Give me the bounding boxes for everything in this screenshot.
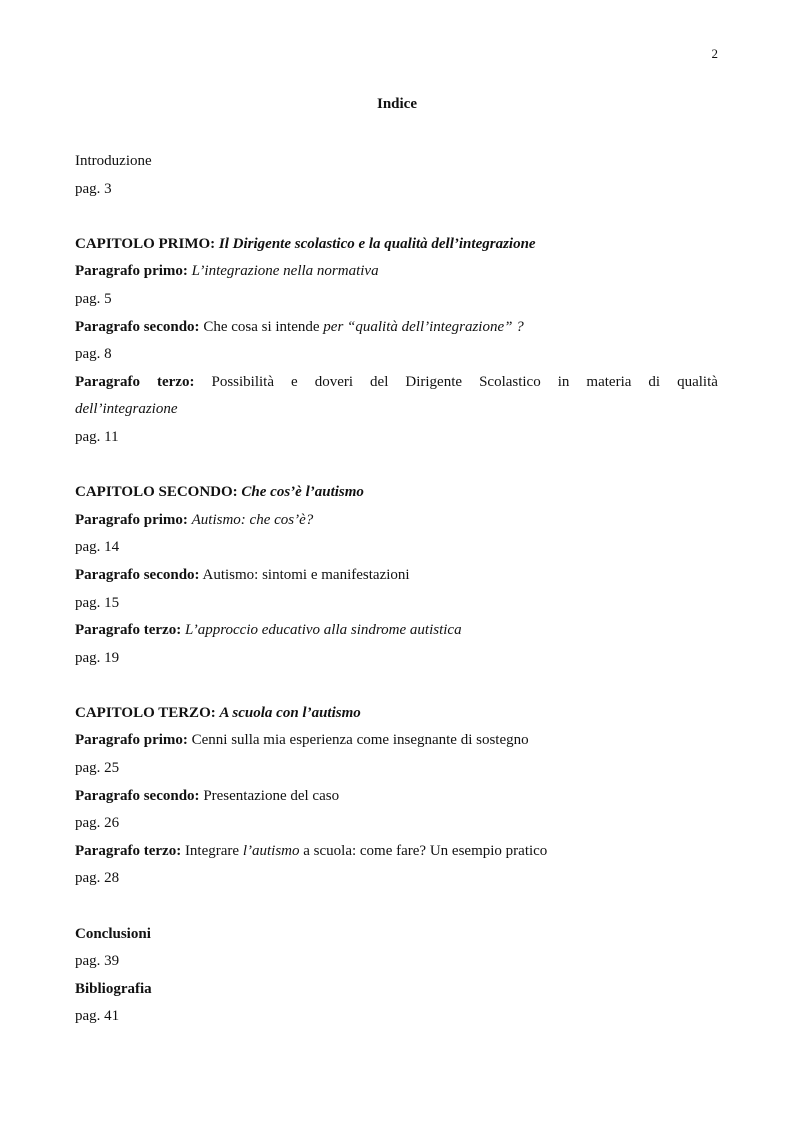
section-text-word: Possibilità: [211, 373, 274, 390]
spacer: [75, 452, 718, 480]
chapter-heading-3[interactable]: [75, 700, 718, 728]
toc-page-2-3: pag. 19: [75, 649, 120, 666]
toc-page-3-1: pag. 25: [75, 760, 120, 777]
chapter-title: CAPITOLO PRIMO:: [75, 235, 216, 252]
toc-entry-2-2[interactable]: [75, 562, 718, 590]
section-text: Che cosa si intende: [203, 318, 320, 335]
toc-entry-3-1[interactable]: [75, 727, 718, 755]
section-text-italic: per “qualità dell’integrazione” ?: [323, 318, 524, 335]
toc-entry-conclusions[interactable]: Conclusioni: [75, 925, 151, 942]
section-text: a scuola: come fare? Un esempio pratico: [303, 842, 548, 859]
chapter-subtitle: Che cos’è l’autismo: [241, 484, 364, 501]
page-number: 2: [711, 46, 718, 61]
section-label: Paragrafo secondo:: [75, 566, 200, 583]
toc-page-2-1: pag. 14: [75, 539, 120, 556]
toc-entry-introduction[interactable]: Introduzione: [75, 153, 152, 169]
spacer: [75, 203, 718, 231]
toc-entry-1-2[interactable]: [75, 314, 718, 342]
section-text: L’approccio educativo alla sindrome autistica: [184, 622, 462, 639]
section-text: Presentazione del caso: [203, 787, 340, 804]
toc-entry-3-2[interactable]: [75, 783, 718, 811]
section-text: Autismo: sintomi e manifestazioni: [202, 566, 410, 583]
section-label-word: Paragrafo: [75, 373, 140, 390]
section-label: Paragrafo primo:: [75, 511, 188, 528]
chapter-heading-1[interactable]: [75, 231, 718, 259]
toc-page-bibliography: pag. 41: [75, 1008, 120, 1025]
toc-entry-1-3[interactable]: [75, 369, 718, 397]
spacer: [75, 672, 718, 700]
toc-entry-bibliography[interactable]: Bibliografia: [75, 980, 152, 997]
section-text: Integrare: [184, 842, 240, 859]
toc-page-3-2: pag. 26: [75, 815, 120, 832]
section-text-word: Scolastico: [479, 373, 541, 390]
chapter-title: CAPITOLO TERZO:: [75, 704, 216, 721]
toc-page-1-1: pag. 5: [75, 290, 112, 307]
section-text-word: qualità: [677, 373, 718, 390]
chapter-heading-2[interactable]: [75, 479, 718, 507]
section-text: Autismo: che cos’è?: [191, 511, 314, 528]
section-text-word: di: [648, 373, 661, 390]
toc-entry-2-1[interactable]: [75, 507, 718, 535]
toc-page-1-3: pag. 11: [75, 428, 119, 445]
page-title: Indice: [376, 96, 417, 112]
section-text-word: del: [370, 373, 389, 390]
table-of-contents: [75, 148, 718, 1031]
section-label: Paragrafo terzo:: [75, 622, 182, 639]
section-text-word: e: [291, 373, 298, 390]
chapter-subtitle: A scuola con l’autismo: [219, 704, 361, 721]
section-label: Paragrafo secondo:: [75, 318, 200, 335]
section-label: Paragrafo secondo:: [75, 787, 200, 804]
section-label: Paragrafo primo:: [75, 732, 188, 749]
toc-entry-1-3-continued[interactable]: dell’integrazione: [75, 401, 178, 418]
section-text-word: in: [557, 373, 570, 390]
section-label: Paragrafo terzo:: [75, 842, 182, 859]
toc-page-1-2: pag. 8: [75, 346, 112, 363]
toc-page-conclusions: pag. 39: [75, 953, 120, 970]
toc-page-2-2: pag. 15: [75, 594, 120, 611]
section-label: Paragrafo primo:: [75, 263, 188, 280]
chapter-title: CAPITOLO SECONDO:: [75, 484, 238, 501]
section-text: L’integrazione nella normativa: [191, 263, 379, 280]
section-text: Cenni sulla mia esperienza come insegnante di sostegno: [191, 732, 529, 749]
section-text-word: materia: [586, 373, 632, 390]
section-text-word: Dirigente: [405, 373, 463, 390]
toc-entry-1-1[interactable]: [75, 258, 718, 286]
chapter-subtitle: Il Dirigente scolastico e la qualità dell’integrazione: [218, 235, 536, 252]
section-text-word: doveri: [314, 373, 354, 390]
toc-page-introduction: pag. 3: [75, 180, 112, 197]
toc-page-3-3: pag. 28: [75, 870, 120, 887]
toc-entry-3-3[interactable]: [75, 838, 718, 866]
toc-entry-2-3[interactable]: [75, 617, 718, 645]
section-text-italic: l’autismo: [242, 842, 300, 859]
section-label-word: terzo:: [157, 373, 195, 390]
spacer: [75, 893, 718, 921]
